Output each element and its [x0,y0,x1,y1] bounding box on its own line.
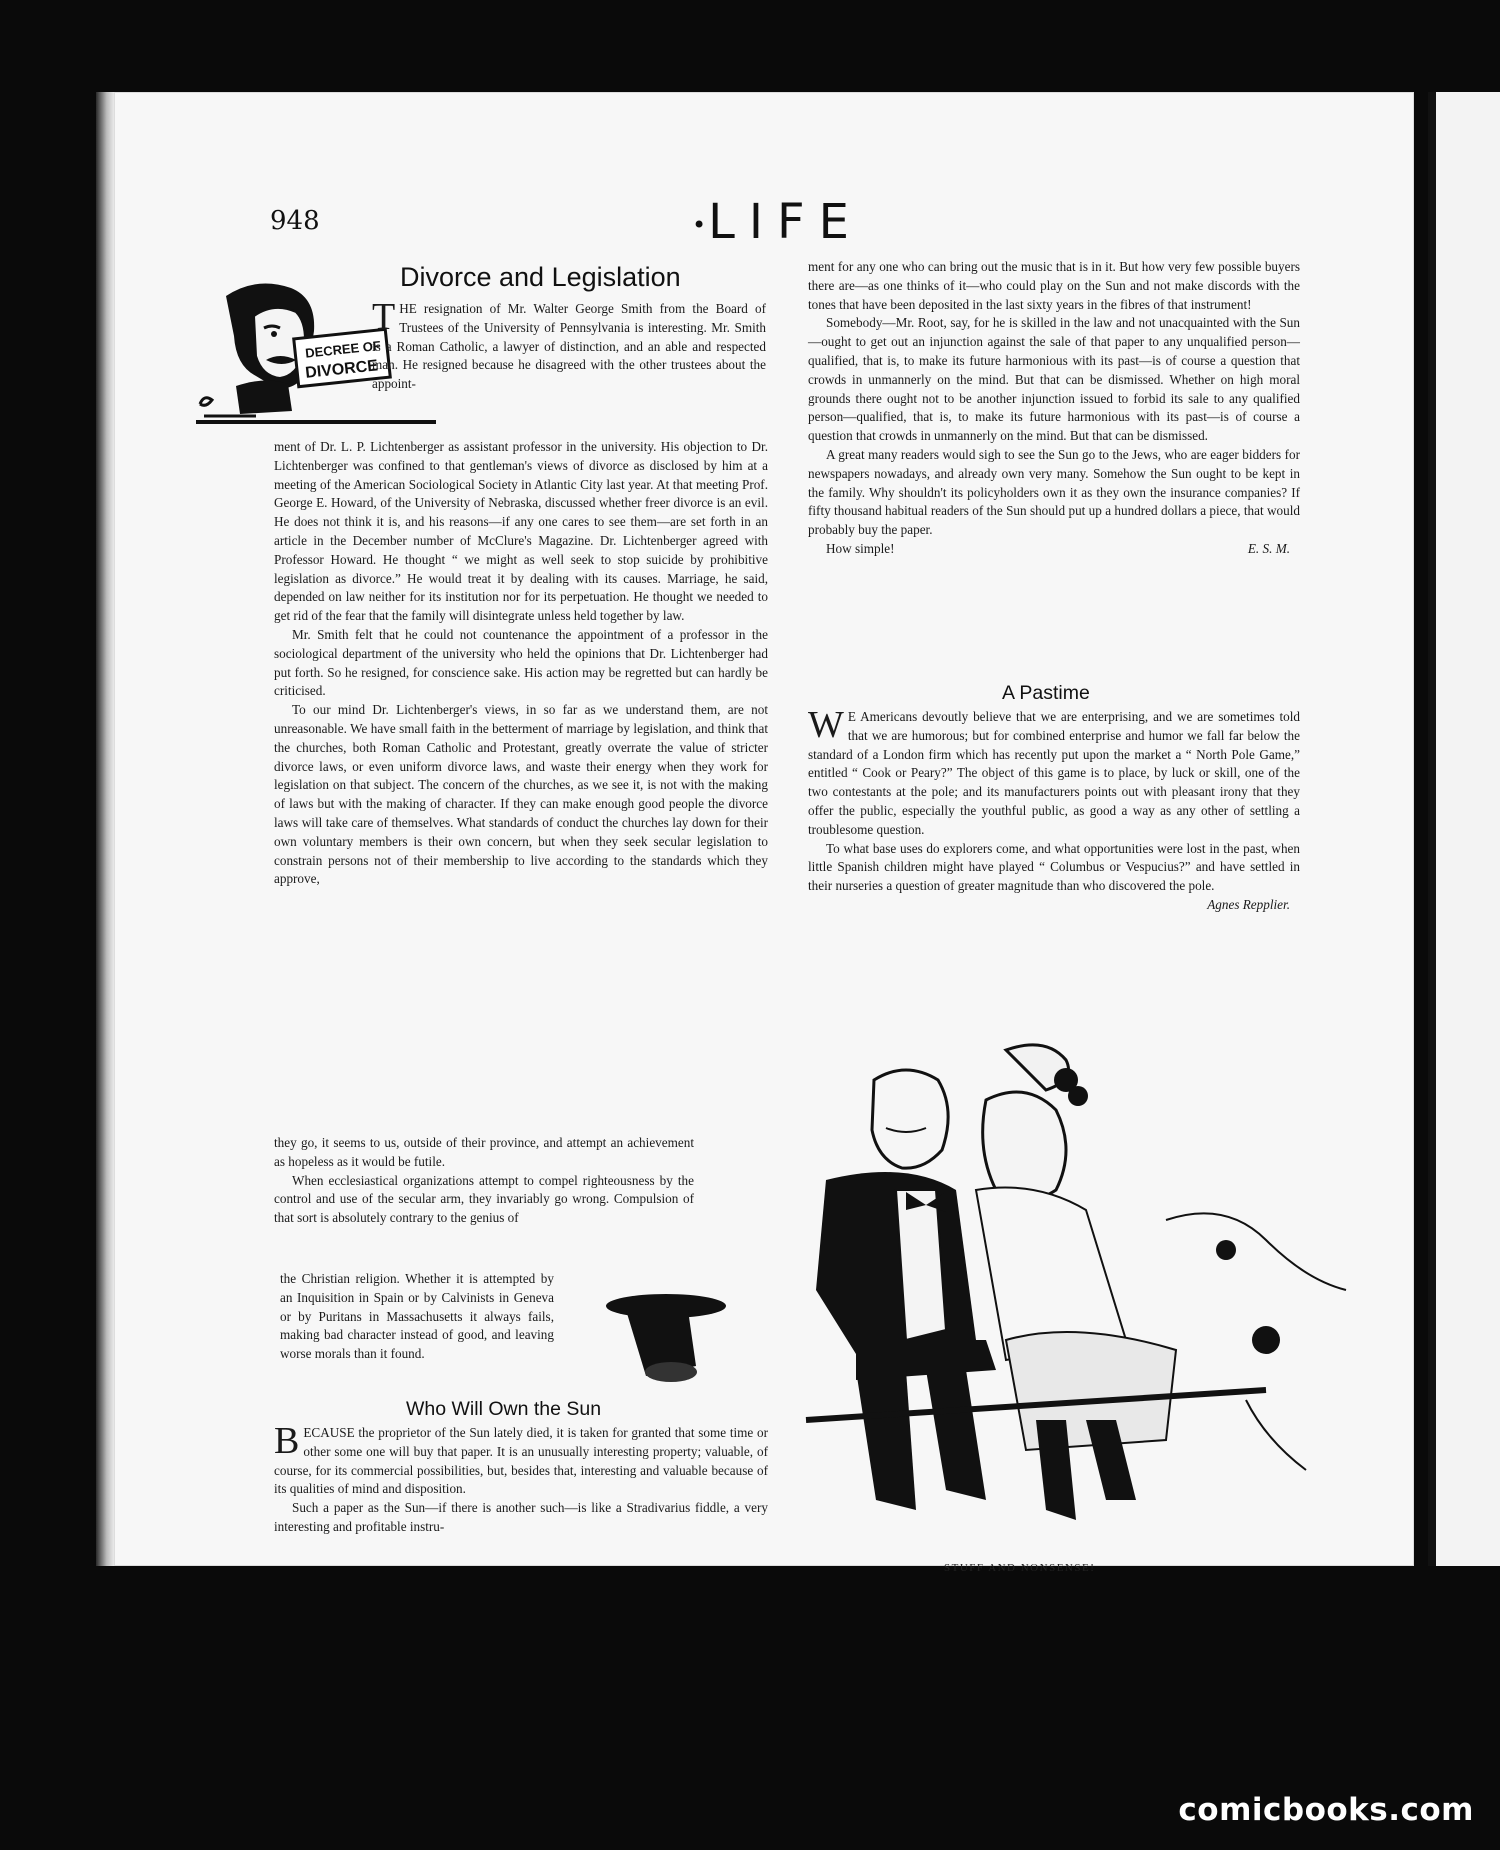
article-title-sun: Who Will Own the Sun [406,1398,602,1420]
sun-paragraph-3: Somebody—Mr. Root, say, for he is skilled in the law and not unacquainted with the Sun—ought to get out an injunction against the sale of that paper to any unqualified person—qualified, that is, to make its future harmonious with its past—is of course a question that crowds in unmannerly on the mind. But that can be dismissed. Whether on high moral grounds there ought not to be another injunction issued to forbid its sale to any qualified person—qualified, that is, to make its future harmonious with its past—is of course a question that crowds in unmannerly on the mind. But that can be dismissed. [808,315,1300,444]
masthead-dot: • [692,211,709,239]
article-title-pastime: A Pastime [1002,682,1090,704]
drop-cap-t: T [372,296,396,338]
cartoon-sign-line2: DIVORCE [304,357,379,382]
divorce-paragraph-3-end: they go, it seems to us, outside of their province, and attempt an achievement as hopeless as it would be futile. [274,1135,694,1169]
book-spine [96,92,114,1566]
sun-signature: E. S. M. [1247,540,1290,556]
sun-paragraph-2-cont: ment for any one who can bring out the music that is in it. But how very few possible buyers there are—as one thinks of it—who could play on the Sun and not make discords with the tones that have been deposited in the last sixty years in the fibres of that instrument! [808,259,1300,312]
pastime-paragraph-2: To what base uses do explorers come, and what opportunities were lost in the past, when little Spanish children might have played “ Columbus or Vespucius?” and have settled in their nurseries a question of greater magnitude than who discovered the pole. [808,840,1300,894]
pastime-paragraph-1: W E Americans devoutly believe that we are enterprising, and we are sometimes told that we are humorous; but for combined enterprise and humor we fall far below the standard of a London firm which has recently put upon the market a “ North Pole Game,” entitled “ Cook or Peary?” The object of this game is to place, by luck or skill, one of the two contestants at the pole; and its manufacturers points out with pleasant irony that they offer the public, especially the youthful public, as good a way as any other of settling a troublesome question. [808,704,1300,837]
divorce-intro-column [372,296,766,394]
divorce-paragraph-4-end: the Christian religion. Whether it is attempted by an Inquisition in Spain or by Calvinists in Geneva or by Puritans in Massachusetts it always fails, making bad character instead of good, and leaving worse morals than it found. [280,1271,554,1362]
divorce-paragraph-3: To our mind Dr. Lichtenberger's views, in so far as we understand them, are not unreasonable. We have small faith in the betterment of marriage by legislation, and think that the churches, both Roman Catholic and Protestant, greatly overrate the value of stricter divorce laws, or even uniform divorce laws, and waste their energy when they work for legislation on that subject. The concern of the churches, as we see it, is not with the making of laws but with the making of character. If they can make enough good people the divorce laws will take care of themselves. What standards of conduct the churches lay down for their own voluntary members is their own concern, but when they seek secular legislation to constrain persons not of their membership to live according to the standards which they approve, [274,702,768,887]
pastime-signature: Agnes Repplier. [1207,896,1290,912]
divorce-paragraph-1: ment of Dr. L. P. Lichtenberger as assistant professor in the university. His objection to Dr. Lichtenberger was confined to that gentleman's views of divorce as disclosed by him at a meeting of the American Sociological Society in Atlantic City last year. At that meeting Prof. George E. Howard, of the University of Nebraska, discussed whether freer divorce is an evil. He does not think it is, and his reasons—if any one cares to see them—are set forth in an article in the December number of McClure's Magazine. Dr. Lichtenberger agreed with Professor Howard. He thought “ we might as well seek to stop suicide by prohibitive legislation as divorce.” He would treat it by dealing with its causes. Marriage, he said, depended on law neither for its institution nor for its perpetuation. He thought we needed to get rid of the fear that the family will disintegrate unless held together by law. [274,439,768,624]
illustration-caption: STUFF AND NONSENSE! [944,1562,1096,1574]
watermark: comicbooks.com [1178,1792,1474,1828]
adjacent-page-edge [1428,92,1500,1566]
sun-article-column [274,1420,768,1537]
right-column [808,258,1300,559]
stuff-and-nonsense-illustration [706,1040,1366,1540]
divorce-paragraph-1-lead: THE resignation of Mr. Walter George Smith from the Board of Trustees of the University of Pennsylvania is interesting. Mr. Smith is a Roman Catholic, a lawyer of distinction, and an able and respected man. He resigned because he disagreed with the other trustees about the appoint- [372,296,766,392]
drop-cap-b: B [274,1420,300,1462]
divorce-hat-column [280,1270,554,1364]
sun-paragraph-4: A great many readers would sigh to see the Sun go to the Jews, who are eager bidders for newspapers nowadays, and already own very many. Somehow the Sun ought to be kept in the family. Why shouldn't its policyholders own it as they own the insurance companies? If fifty thousand habitual readers of the Sun should put up a hundred dollars a piece, that would probably buy the paper. [808,446,1300,538]
sun-paragraph-2: Such a paper as the Sun—if there is another such—is like a Stradivarius fiddle, a very interesting and profitable instru- [274,1500,768,1534]
sun-closing-line [808,540,1300,559]
pastime-article-column [808,704,1300,915]
sun-closing: How simple! [826,540,895,556]
cartoon-sign-line1: DECREE OF [304,337,382,361]
divorce-article-column [274,438,768,889]
drop-cap-w: W [808,704,844,746]
article-title-divorce: Divorce and Legislation [400,262,681,292]
sun-paragraph-1: BECAUSE the proprietor of the Sun lately died, it is taken for granted that some time or other some one will buy that paper. It is an unusually interesting property; valuable, of course, for its commercial possibilities, but, besides that, interesting and valuable because of its qualities of mind and disposition. [274,1420,768,1497]
masthead-title: LIFE [708,194,863,250]
page-number: 948 [270,206,320,236]
divorce-narrow-column [274,1134,694,1228]
masthead [692,194,863,250]
divorce-paragraph-4: When ecclesiastical organizations attempt to compel righteousness by the control and use of the secular arm, they invariably go wrong. Compulsion of that sort is absolutely contrary to the genius of [274,1172,694,1226]
divorce-paragraph-2: Mr. Smith felt that he could not countenance the appointment of a professor in the sociological department of the university who held the opinions that Dr. Lichtenberger had put forth. So he resigned, for conscience sake. His action may be regretted but can hardly be criticised. [274,626,768,699]
pastime-signature-line [808,896,1300,915]
